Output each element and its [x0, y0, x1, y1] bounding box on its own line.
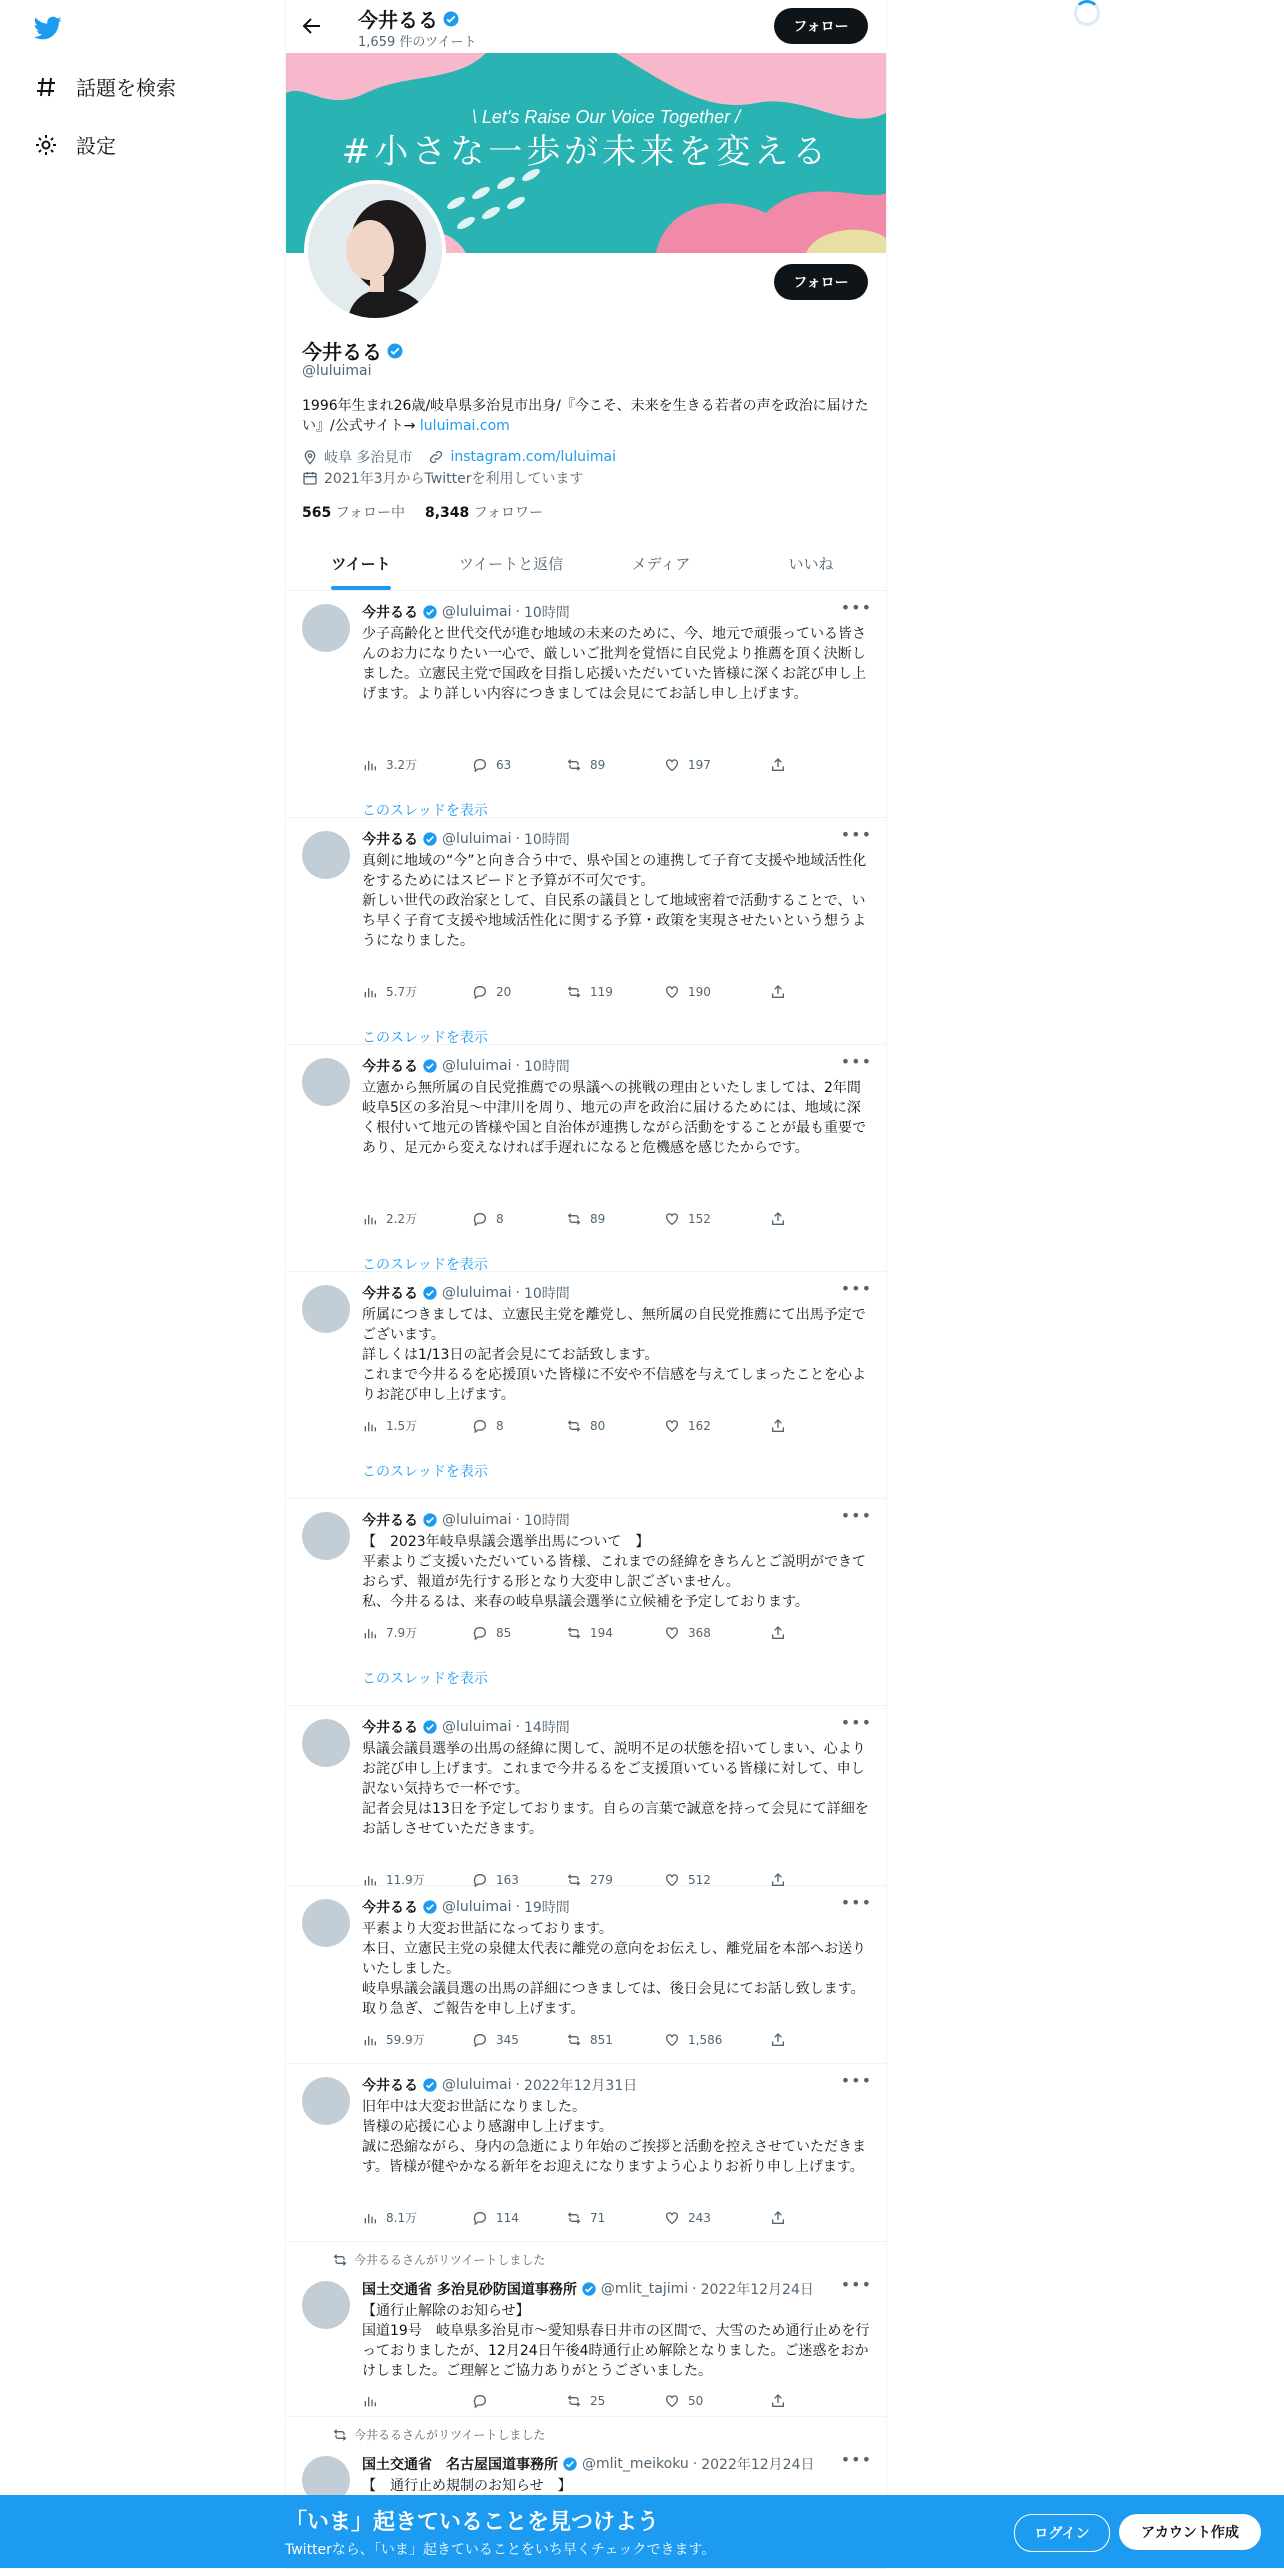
- tweet-actions: [362, 1210, 810, 1227]
- heart-icon: [664, 984, 680, 1000]
- reply-icon: [472, 2032, 488, 2048]
- share-action[interactable]: [770, 2393, 810, 2409]
- header-follow-button[interactable]: フォロー: [774, 8, 868, 44]
- tab-likes[interactable]: いいね: [788, 555, 834, 573]
- tweet-text: 【 通行止め規制のお知らせ 】: [362, 2478, 572, 2494]
- views-chart-icon: [362, 757, 378, 773]
- reply-icon: [472, 1211, 488, 1227]
- share-icon: [770, 2210, 786, 2226]
- tweet-author-handle[interactable]: @luluimai: [442, 1058, 512, 1074]
- views-count: 59.9万: [386, 2033, 425, 2047]
- share-icon: [770, 1211, 786, 1227]
- profile-avatar[interactable]: [304, 180, 446, 322]
- tweet-author-name[interactable]: 今井るる: [362, 1513, 418, 1529]
- profile-joined: 2021年3月からTwitterを利用しています: [324, 471, 584, 487]
- more-options-icon[interactable]: •••: [840, 1052, 872, 1071]
- share-icon: [770, 2032, 786, 2048]
- retweets-count: 80: [590, 1418, 606, 1433]
- tweet-author-handle[interactable]: @luluimai: [442, 1285, 512, 1301]
- loading-spinner-icon: [1074, 0, 1100, 26]
- tweet-actions: [362, 2031, 810, 2048]
- share-action[interactable]: [770, 983, 810, 1000]
- retweets-action[interactable]: [566, 1624, 664, 1641]
- tweet[interactable]: [286, 817, 886, 1045]
- retweeted-label: 今井るるさんがリツイートしました: [354, 2253, 546, 2267]
- link-icon: [428, 449, 444, 465]
- heart-icon: [664, 757, 680, 773]
- tweet[interactable]: [286, 1498, 886, 1706]
- views-action[interactable]: [362, 1624, 472, 1641]
- views-chart-icon: [362, 1211, 378, 1227]
- tweet-author-name[interactable]: 今井るる: [362, 1059, 418, 1075]
- more-options-icon[interactable]: •••: [840, 2275, 872, 2294]
- nav-settings[interactable]: [34, 130, 116, 159]
- tweet-text: 立憲から無所属の自民党推薦での県議への挑戦の理由といたしましては、2年間岐阜5区の多治見〜中津川を周り、地元の声を政治に届けるためには、地域に深く根付いて地元の皆様や国と自治体が連携しながら活動をすることが最も重要であり、足元から変えなければ手遅れになると危機感を感じたからです。: [362, 1080, 866, 1156]
- share-icon: [770, 757, 786, 773]
- tweet-author-handle[interactable]: @mlit_tajimi: [600, 2281, 689, 2297]
- tweet-timestamp[interactable]: 14時間: [523, 1720, 570, 1736]
- avatar[interactable]: [302, 2077, 350, 2125]
- profile-tabs: [286, 537, 886, 591]
- likes-action[interactable]: [664, 1624, 770, 1641]
- retweet-icon: [566, 2032, 582, 2048]
- views-chart-icon: [362, 1625, 378, 1641]
- following-link[interactable]: [302, 502, 405, 522]
- verified-badge-icon: [442, 10, 460, 28]
- replies-action[interactable]: [472, 983, 566, 1000]
- profile-column: [285, 0, 887, 2568]
- replies-action[interactable]: [472, 1624, 566, 1641]
- separator-dot: ·: [515, 1285, 520, 1301]
- tweet[interactable]: [286, 590, 886, 818]
- views-count: 7.9万: [386, 1626, 418, 1640]
- likes-action[interactable]: [664, 983, 770, 1000]
- replies-count: 20: [496, 984, 512, 999]
- replies-count: 114: [496, 2210, 519, 2225]
- tweet-actions: [362, 2209, 810, 2226]
- share-action[interactable]: [770, 2031, 810, 2048]
- share-icon: [770, 1418, 786, 1434]
- verified-badge-icon: [422, 831, 438, 847]
- share-icon: [770, 2393, 786, 2409]
- nav-explore-label: 話題を検索: [76, 76, 176, 100]
- verified-badge-icon: [422, 1719, 438, 1735]
- retweets-count: 71: [590, 2210, 606, 2225]
- calendar-icon: [302, 470, 318, 486]
- nav-settings-label: 設定: [76, 134, 116, 158]
- tweet-header: [362, 829, 570, 849]
- heart-icon: [664, 2393, 680, 2409]
- retweets-count: 279: [590, 1872, 613, 1887]
- tweet-header: [362, 2075, 637, 2095]
- retweets-action[interactable]: [566, 983, 664, 1000]
- signup-bottom-bar: [0, 2495, 1284, 2568]
- follow-stats: [302, 502, 543, 522]
- retweet-icon: [566, 2210, 582, 2226]
- verified-badge-icon: [422, 604, 438, 620]
- tweet-timestamp[interactable]: 2022年12月24日: [701, 2457, 815, 2473]
- following-label: フォロー中: [335, 505, 405, 521]
- likes-count: 152: [688, 1211, 711, 1226]
- tweet[interactable]: [286, 1044, 886, 1272]
- tweet-actions: [362, 983, 810, 1000]
- views-chart-icon: [362, 2032, 378, 2048]
- verified-badge-icon: [581, 2281, 597, 2297]
- tweet-author-name[interactable]: 今井るる: [362, 605, 418, 621]
- replies-count: 163: [496, 1872, 519, 1887]
- tweet-actions: [362, 1417, 810, 1434]
- tweet-timestamp[interactable]: 2022年12月31日: [523, 2078, 638, 2094]
- avatar[interactable]: [302, 831, 350, 879]
- separator-dot: ·: [515, 831, 520, 847]
- share-icon: [770, 1625, 786, 1641]
- likes-action[interactable]: [664, 756, 770, 773]
- twitter-bird-icon[interactable]: [32, 14, 64, 42]
- tweet-timestamp[interactable]: 10時間: [523, 1059, 570, 1075]
- retweeted-label: 今井るるさんがリツイートしました: [354, 2428, 546, 2442]
- tweet-header: [362, 1717, 570, 1737]
- replies-action[interactable]: [472, 1417, 566, 1434]
- avatar[interactable]: [302, 604, 350, 652]
- views-chart-icon: [362, 2393, 378, 2409]
- verified-badge-icon: [386, 342, 404, 360]
- views-count: 5.7万: [386, 985, 418, 999]
- replies-action[interactable]: [472, 756, 566, 773]
- profile-joined-row: [302, 468, 583, 488]
- likes-action[interactable]: [664, 2393, 770, 2409]
- bottom-bar-subtitle: Twitterなら、「いま」起きていることをいち早くチェックできます。: [285, 2542, 716, 2558]
- share-action[interactable]: [770, 1210, 810, 1227]
- views-count: 3.2万: [386, 758, 418, 772]
- show-thread-link[interactable]: このスレッドを表示: [362, 1257, 488, 1273]
- likes-action[interactable]: [664, 2209, 770, 2226]
- likes-count: 368: [688, 1625, 711, 1640]
- share-action[interactable]: [770, 1417, 810, 1434]
- tweet-header: [362, 2454, 815, 2474]
- tweet-timestamp[interactable]: 2022年12月24日: [700, 2282, 814, 2298]
- followers-link[interactable]: [425, 502, 543, 522]
- more-options-icon[interactable]: •••: [840, 1893, 872, 1912]
- tweet-header: [362, 1056, 570, 1076]
- profile-handle: @luluimai: [302, 363, 372, 379]
- likes-count: 243: [688, 2210, 711, 2225]
- more-options-icon[interactable]: •••: [840, 598, 872, 617]
- banner-slogan: #小さな一歩が未来を変える: [341, 132, 831, 172]
- tweet-actions: [362, 756, 810, 773]
- reply-icon: [472, 984, 488, 1000]
- tweet-author-handle[interactable]: @mlit_meikoku: [582, 2456, 689, 2472]
- tweet-text: 所属につきましては、立憲民主党を離党し、無所属の自民党推薦にて出馬予定でございます。 詳しくは1/13日の記者会見にてお話致します。 これまで今井るるを応援頂いた皆様に不安や不信感を与えてしまったことを心よりお詫び申し上げます。: [362, 1307, 866, 1403]
- retweet-icon: [566, 2393, 582, 2409]
- followers-label: フォロワー: [473, 505, 544, 521]
- reply-icon: [472, 2393, 488, 2409]
- share-action[interactable]: [770, 2209, 810, 2226]
- replies-count: 85: [496, 1625, 512, 1640]
- avatar[interactable]: [302, 1899, 350, 1947]
- retweet-icon: [332, 2252, 348, 2268]
- tweet-header: [362, 1510, 570, 1530]
- profile-location: 岐阜 多治見市: [324, 450, 413, 466]
- likes-action[interactable]: [664, 1417, 770, 1434]
- replies-action[interactable]: [472, 2031, 566, 2048]
- tweet[interactable]: [286, 2241, 886, 2417]
- verified-badge-icon: [422, 1512, 438, 1528]
- login-button[interactable]: ログイン: [1014, 2514, 1110, 2552]
- more-options-icon[interactable]: •••: [840, 1506, 872, 1525]
- retweets-count: 851: [590, 2032, 613, 2047]
- views-action[interactable]: [362, 1417, 472, 1434]
- tweet-author-name[interactable]: 今井るる: [362, 1900, 418, 1916]
- views-chart-icon: [362, 984, 378, 1000]
- bottom-bar-title: 「いま」起きていることを見つけよう: [285, 2510, 660, 2535]
- likes-action[interactable]: [664, 2031, 770, 2048]
- retweet-icon: [566, 984, 582, 1000]
- tab-tweets-replies[interactable]: ツイートと返信: [458, 555, 564, 573]
- views-action[interactable]: [362, 2209, 472, 2226]
- likes-count: 162: [688, 1418, 711, 1433]
- tweet-author-handle[interactable]: @luluimai: [442, 2077, 512, 2093]
- tweet-header: [362, 1283, 570, 1303]
- retweeted-indicator: [332, 2251, 545, 2268]
- bio-text: 1996年生まれ26歳/岐阜県多治見市出身/『今こそ、未来を生きる若者の声を政治に届けたい』/公式サイト→: [302, 398, 869, 434]
- share-action[interactable]: [770, 1624, 810, 1641]
- separator-dot: ·: [692, 2281, 697, 2297]
- separator-dot: ·: [515, 604, 520, 620]
- tweet-author-handle[interactable]: @luluimai: [442, 1719, 512, 1735]
- likes-count: 512: [688, 1872, 711, 1887]
- separator-dot: ·: [515, 2077, 520, 2093]
- heart-icon: [664, 1211, 680, 1227]
- profile-meta-row: [302, 447, 616, 467]
- avatar[interactable]: [302, 1512, 350, 1560]
- tweet-text: 真剣に地域の“今”と向き合う中で、県や国との連携して子育て支援や地域活性化をするためにはスピードと予算が不可欠です。 新しい世代の政治家として、自民系の議員として地域密着で活動することで、いち早く子育て支援や地域活性化に関する予算・政策を実現させたいという想うようになりました。: [362, 853, 867, 949]
- likes-count: 190: [688, 984, 711, 999]
- gear-icon: [34, 133, 58, 157]
- tweet-timestamp[interactable]: 10時間: [523, 1513, 570, 1529]
- retweets-count: 89: [590, 757, 606, 772]
- likes-action[interactable]: [664, 1210, 770, 1227]
- tweet-author-name[interactable]: 今井るる: [362, 1720, 418, 1736]
- tweet-author-handle[interactable]: @luluimai: [442, 604, 512, 620]
- retweet-icon: [332, 2427, 348, 2443]
- verified-badge-icon: [422, 1899, 438, 1915]
- retweet-icon: [566, 1211, 582, 1227]
- followers-count: 8,348: [425, 505, 470, 521]
- banner-tagline: \ Let's Raise Our Voice Together /: [471, 107, 741, 127]
- bio-link[interactable]: luluimai.com: [419, 418, 510, 434]
- verified-badge-icon: [422, 2077, 438, 2093]
- tweet-header: [362, 602, 570, 622]
- tweet-timestamp[interactable]: 10時間: [523, 605, 570, 621]
- hashtag-icon: [34, 75, 58, 99]
- views-action[interactable]: [362, 2393, 472, 2409]
- tweet-count: 1,659 件のツイート: [358, 35, 477, 50]
- tweet-header: [362, 1897, 570, 1917]
- profile-header-bar: [286, 0, 886, 53]
- tweet-author-name[interactable]: 国土交通省 多治見砂防国道事務所: [362, 2282, 577, 2298]
- tweet-text: 【通行止解除のお知らせ】 国道19号 岐阜県多治見市～愛知県春日井市の区間で、大雪のため通行止めを行っておりましたが、12月24日午後4時通行止め解除となりました。ご迷惑をおかけしました。ご理解とご協力ありがとうございました。: [362, 2303, 870, 2379]
- location-pin-icon: [302, 449, 318, 465]
- tab-tweets[interactable]: ツイート: [286, 537, 436, 590]
- tweet-text: 県議会議員選挙の出馬の経緯に関して、説明不足の状態を招いてしまい、心よりお詫び申し上げます。これまで今井るるをご支援頂いている皆様に対して、申し訳ない気持ちで一杯です。 記者会見は13日を予定しております。自らの言葉で誠意を持って会見にて詳細をお話しさせていただきます。: [362, 1741, 869, 1837]
- retweets-action[interactable]: [566, 1417, 664, 1434]
- tweet-text: 平素より大変お世話になっております。 本日、立憲民主党の泉健太代表に離党の意向をお伝えし、離党届を本部へお送りいたしました。 岐阜県議会議員選の出馬の詳細につきましては、後日会見にてお話し致します。取り急ぎ、ご報告を申し上げます。: [362, 1921, 866, 2017]
- replies-count: 8: [496, 1418, 504, 1433]
- separator-dot: ·: [515, 1058, 520, 1074]
- show-thread-link[interactable]: このスレッドを表示: [362, 1671, 488, 1687]
- views-count: 2.2万: [386, 1212, 418, 1226]
- tweet-author-handle[interactable]: @luluimai: [442, 1512, 512, 1528]
- tweet-author-name[interactable]: 今井るる: [362, 832, 418, 848]
- views-action[interactable]: [362, 2031, 472, 2048]
- signup-button[interactable]: アカウント作成: [1119, 2514, 1261, 2550]
- separator-dot: ·: [515, 1512, 520, 1528]
- tweet-actions: [362, 1624, 810, 1641]
- retweets-count: 194: [590, 1625, 613, 1640]
- share-action[interactable]: [770, 756, 810, 773]
- retweets-count: 25: [590, 2394, 606, 2408]
- more-options-icon[interactable]: •••: [840, 825, 872, 844]
- retweets-action[interactable]: [566, 2031, 664, 2048]
- profile-bio: [302, 396, 870, 436]
- heart-icon: [664, 1418, 680, 1434]
- views-action[interactable]: [362, 983, 472, 1000]
- retweets-action[interactable]: [566, 756, 664, 773]
- tweet-text: 旧年中は大変お世話になりました。 皆様の応援に心より感謝申し上げます。 誠に恐縮ながら、身内の急逝により年始のご挨拶と活動を控えさせていただきます。皆様が健やかなる新年をお迎えになりますよう心よりお祈り申し上げます。: [362, 2099, 866, 2175]
- tab-media[interactable]: メディア: [631, 555, 691, 573]
- separator-dot: ·: [515, 1719, 520, 1735]
- heart-icon: [664, 1625, 680, 1641]
- likes-count: 50: [688, 2394, 704, 2408]
- tweet-author-handle[interactable]: @luluimai: [442, 831, 512, 847]
- avatar[interactable]: [302, 1285, 350, 1333]
- views-count: 1.5万: [386, 1419, 418, 1433]
- views-action[interactable]: [362, 1210, 472, 1227]
- tweet-author-handle[interactable]: @luluimai: [442, 1899, 512, 1915]
- separator-dot: ·: [692, 2456, 698, 2472]
- replies-action[interactable]: [472, 2393, 566, 2409]
- retweet-icon: [566, 1625, 582, 1641]
- replies-action[interactable]: [472, 1210, 566, 1227]
- profile-follow-button[interactable]: フォロー: [774, 264, 868, 300]
- verified-badge-icon: [422, 1285, 438, 1301]
- tweet[interactable]: [286, 1271, 886, 1499]
- views-count: 11.9万: [386, 1873, 425, 1887]
- likes-count: 197: [688, 757, 711, 772]
- header-name-text: 今井るる: [358, 8, 438, 32]
- tweet-timestamp[interactable]: 19時間: [523, 1900, 570, 1916]
- tweet-author-name[interactable]: 今井るる: [362, 1286, 418, 1302]
- tweet-timestamp[interactable]: 10時間: [523, 1286, 570, 1302]
- show-thread-link[interactable]: このスレッドを表示: [362, 803, 488, 819]
- more-options-icon[interactable]: •••: [840, 2071, 872, 2090]
- tweet-timestamp[interactable]: 10時間: [523, 832, 570, 848]
- replies-action[interactable]: [472, 2209, 566, 2226]
- tweet[interactable]: [286, 2063, 886, 2242]
- views-action[interactable]: [362, 756, 472, 773]
- show-thread-link[interactable]: このスレッドを表示: [362, 1464, 488, 1480]
- profile-name-text: 今井るる: [302, 340, 382, 364]
- nav-explore[interactable]: [34, 72, 176, 101]
- retweets-count: 89: [590, 1211, 606, 1226]
- replies-count: 345: [496, 2032, 519, 2047]
- tweet-text: 少子高齢化と世代交代が進む地域の未来のために、今、地元で頑張っている皆さんのお力になりたい一心で、厳しいご批判を覚悟に自民党より推薦を頂く決断しました。立憲民主党で国政を目指し応援いただいていた皆様に深くお詫び申し上げます。より詳しい内容につきましては会見にてお話し申し上げます。: [362, 626, 866, 702]
- reply-icon: [472, 2210, 488, 2226]
- verified-badge-icon: [562, 2456, 578, 2472]
- heart-icon: [664, 2032, 680, 2048]
- retweet-icon: [566, 1418, 582, 1434]
- tweet-author-name[interactable]: 国土交通省 名古屋国道事務所: [362, 2457, 558, 2473]
- tweet[interactable]: [286, 1885, 886, 2064]
- retweets-action[interactable]: [566, 2393, 664, 2409]
- replies-count: 8: [496, 1211, 504, 1226]
- retweets-action[interactable]: [566, 1210, 664, 1227]
- views-chart-icon: [362, 2210, 378, 2226]
- profile-name: [302, 336, 404, 365]
- tweet-header: [362, 2279, 814, 2299]
- reply-icon: [472, 1418, 488, 1434]
- header-name: [358, 4, 460, 33]
- tweet-text: 【 2023年岐阜県議会選挙出馬について 】 平素よりご支援いただいている皆様、これまでの経緯をきちんとご説明ができておらず、報道が先行する形となり大変申し訳ございません。 私、今井るるは、来春の岐阜県議会選挙に立候補を予定しております。: [362, 1534, 866, 1610]
- avatar-portrait: [308, 184, 442, 318]
- profile-website[interactable]: instagram.com/luluimai: [450, 449, 617, 465]
- back-arrow-icon[interactable]: [300, 14, 324, 38]
- more-options-icon[interactable]: •••: [840, 1713, 872, 1732]
- show-thread-link[interactable]: このスレッドを表示: [362, 1030, 488, 1046]
- reply-icon: [472, 757, 488, 773]
- avatar[interactable]: [302, 1058, 350, 1106]
- reply-icon: [472, 1625, 488, 1641]
- retweets-count: 119: [590, 984, 613, 999]
- views-count: 8.1万: [386, 2211, 418, 2225]
- retweet-icon: [566, 757, 582, 773]
- tweet-actions: [362, 2393, 810, 2409]
- more-options-icon[interactable]: •••: [840, 2450, 872, 2469]
- verified-badge-icon: [422, 1058, 438, 1074]
- tweet-author-name[interactable]: 今井るる: [362, 2078, 418, 2094]
- share-icon: [770, 984, 786, 1000]
- avatar[interactable]: [302, 2281, 350, 2329]
- retweeted-indicator: [332, 2426, 545, 2443]
- likes-count: 1,586: [688, 2032, 723, 2047]
- replies-count: 63: [496, 757, 512, 772]
- views-chart-icon: [362, 1418, 378, 1434]
- retweets-action[interactable]: [566, 2209, 664, 2226]
- tweet[interactable]: [286, 1705, 886, 1886]
- heart-icon: [664, 2210, 680, 2226]
- following-count: 565: [302, 505, 332, 521]
- avatar[interactable]: [302, 1719, 350, 1767]
- separator-dot: ·: [515, 1899, 520, 1915]
- more-options-icon[interactable]: •••: [840, 1279, 872, 1298]
